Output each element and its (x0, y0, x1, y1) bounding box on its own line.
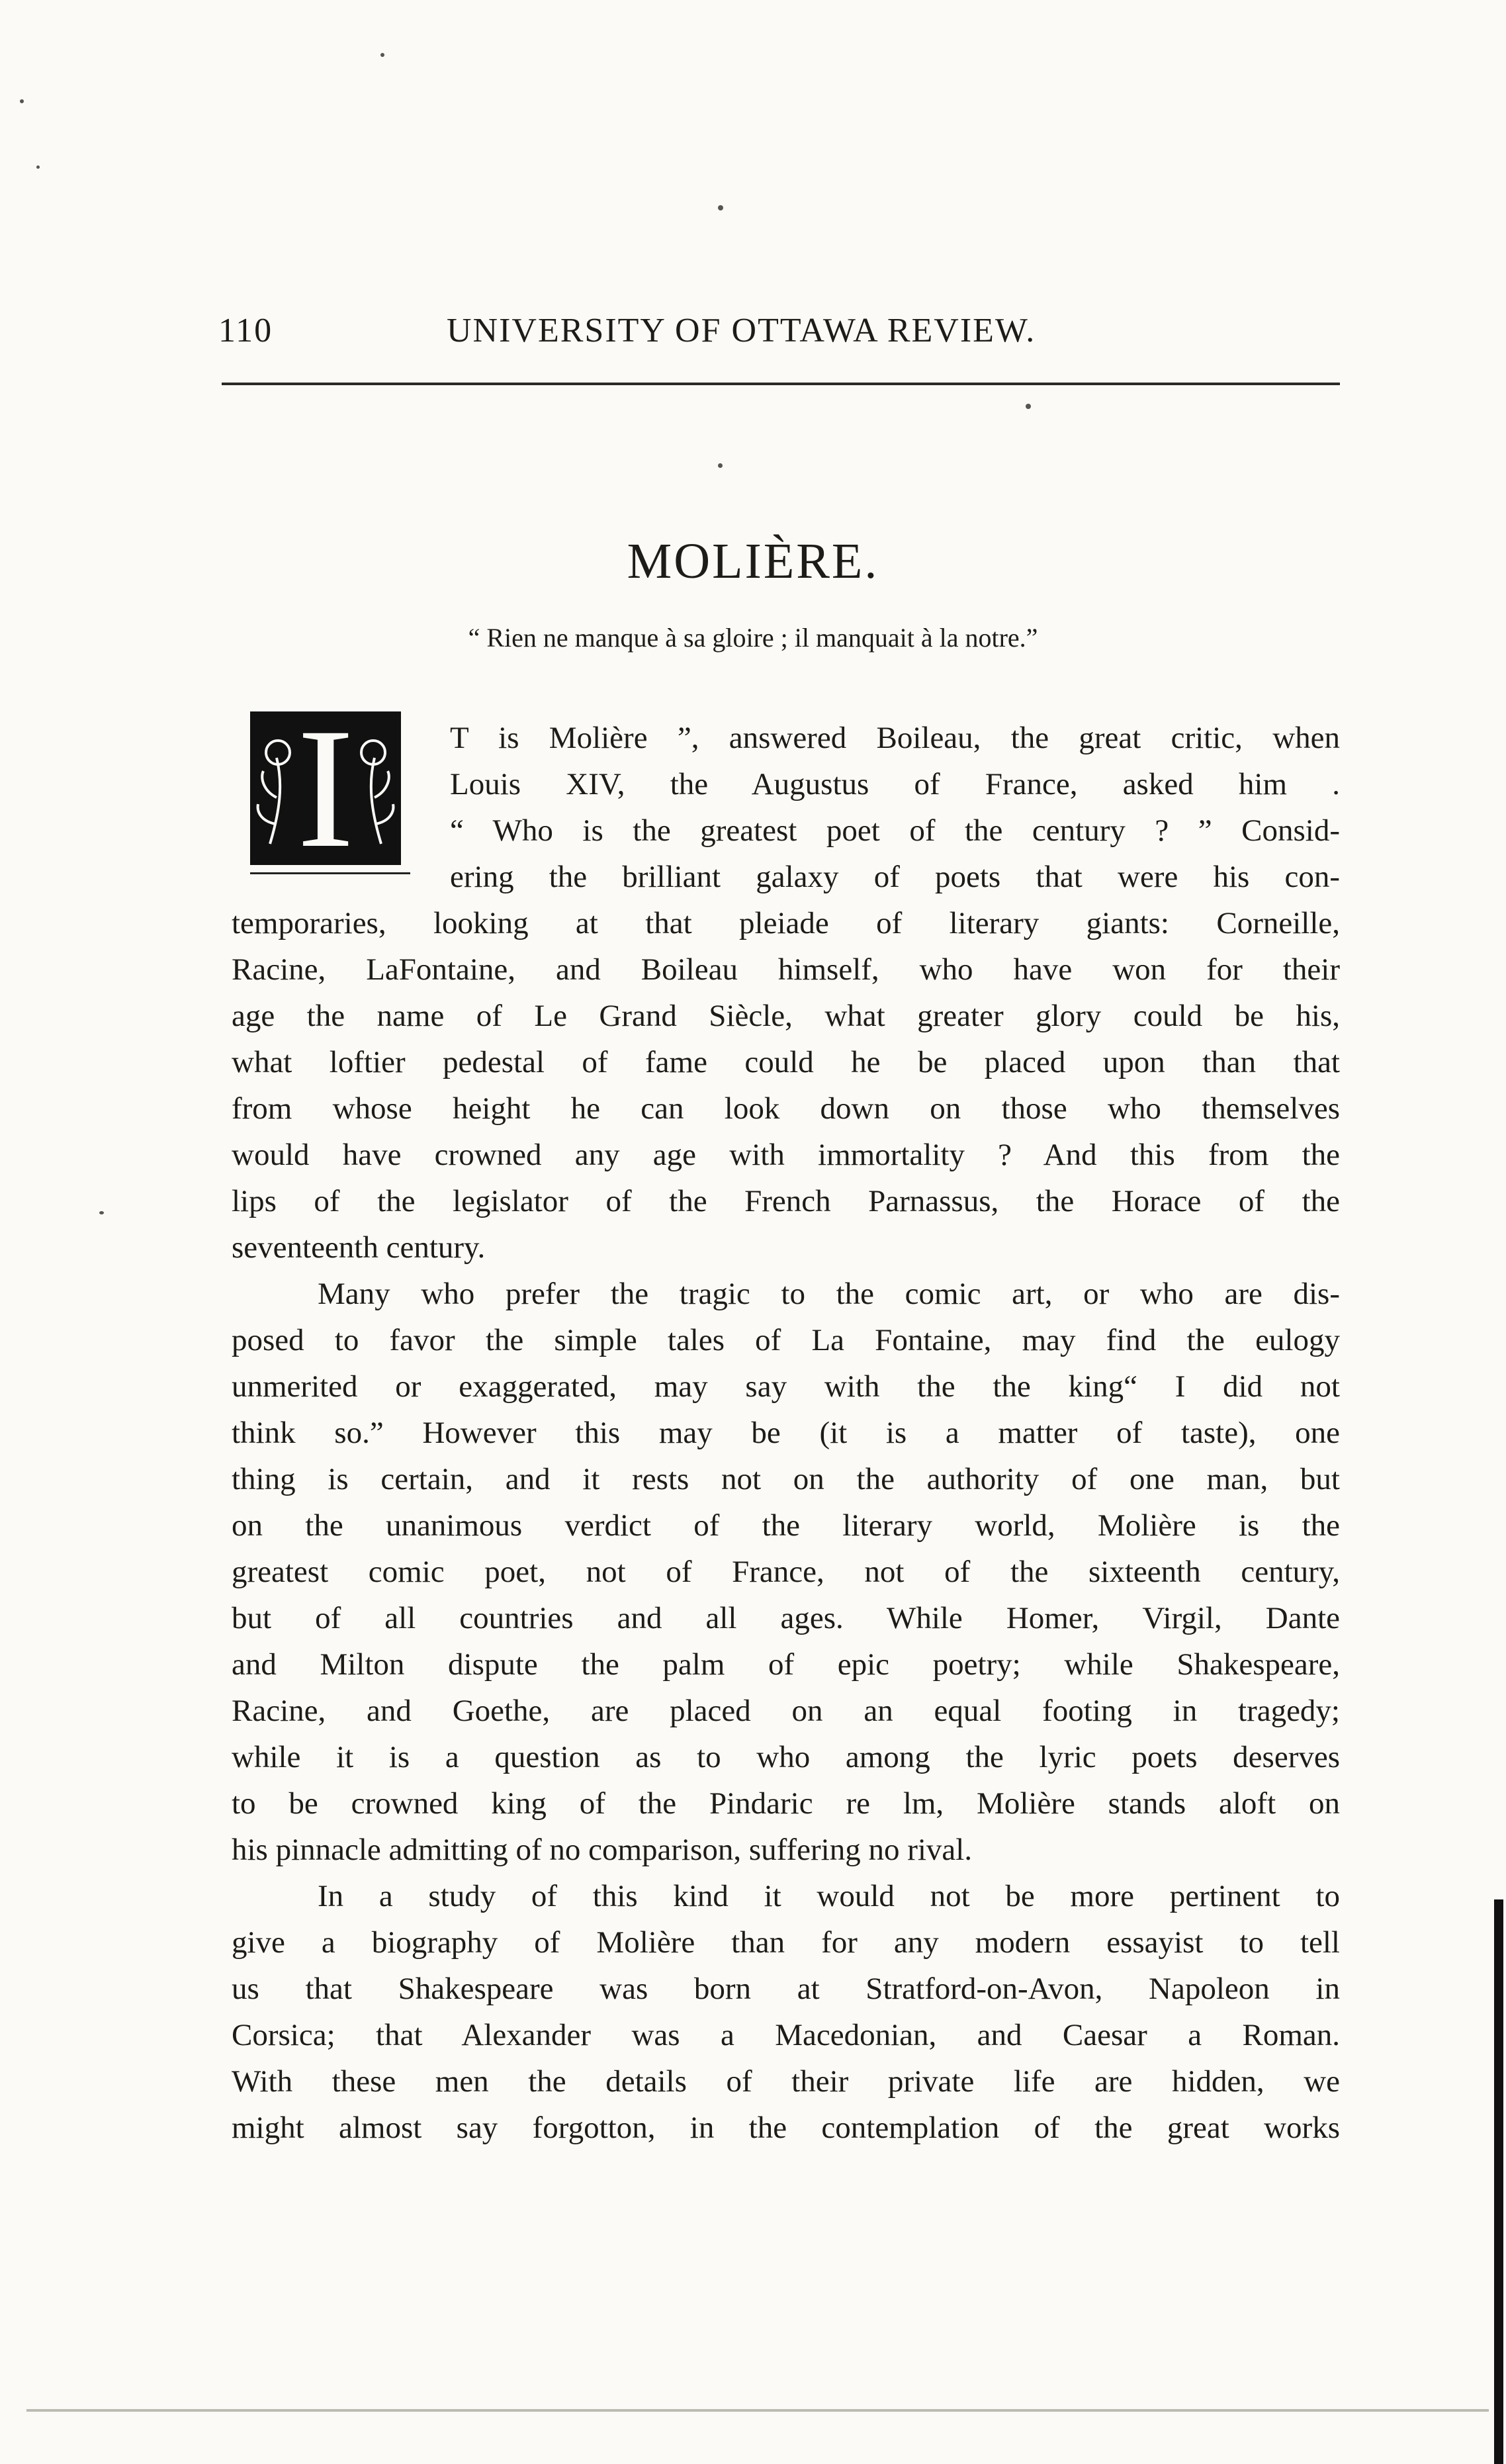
text-line: Corsica; that Alexander was a Macedonian, and Caesar a Roman. (232, 2018, 1340, 2052)
text-line: Racine, LaFontaine, and Boileau himself, who have won for their (232, 952, 1340, 987)
scan-speck (718, 463, 723, 468)
text-line: might almost say forgotton, in the contemplation of the great works (232, 2111, 1340, 2145)
scan-speck (99, 1211, 104, 1214)
text-line: temporaries, looking at that pleiade of literary giants: Corneille, (232, 906, 1340, 940)
page-number: 110 (218, 312, 273, 349)
text-line: With these men the details of their private life are hidden, we (232, 2064, 1340, 2099)
text-line: Louis XIV, the Augustus of France, asked him . (450, 767, 1340, 801)
running-head (218, 311, 1343, 357)
page-edge-shadow (1494, 1899, 1503, 2464)
journal-title: UNIVERSITY OF OTTAWA REVIEW. (447, 312, 1036, 349)
text-line: would have crowned any age with immortality ? And this from the (232, 1138, 1340, 1172)
text-line: think so.” However this may be (it is a matter of taste), one (232, 1416, 1340, 1450)
scan-speck (1026, 404, 1031, 409)
scan-speck (20, 99, 24, 103)
text-line: greatest comic poet, not of France, not of the sixteenth century, (232, 1555, 1340, 1589)
text-line: on the unanimous verdict of the literary world, Molière is the (232, 1508, 1340, 1543)
text-line: lips of the legislator of the French Parnassus, the Horace of the (232, 1184, 1340, 1218)
text-line: while it is a question as to who among the lyric poets deserves (232, 1740, 1340, 1774)
text-line: and Milton dispute the palm of epic poetry; while Shakespeare, (232, 1647, 1340, 1682)
text-line: In a study of this kind it would not be more pertinent to (318, 1879, 1340, 1913)
text-line: Racine, and Goethe, are placed on an equal footing in tragedy; (232, 1694, 1340, 1728)
text-line: give a biography of Molière than for any modern essayist to tell (232, 1925, 1340, 1960)
text-line: to be crowned king of the Pindaric re lm, Molière stands aloft on (232, 1786, 1340, 1821)
text-line: his pinnacle admitting of no comparison, suffering no rival. (232, 1833, 973, 1867)
drop-cap-rule (250, 872, 410, 874)
text-line: unmerited or exaggerated, may say with the the king“ I did not (232, 1369, 1340, 1404)
bottom-scan-noise (26, 2409, 1489, 2412)
article-title: MOLIÈRE. (627, 533, 879, 589)
text-line: “ Who is the greatest poet of the century ? ” Consid- (450, 813, 1340, 848)
text-line: what loftier pedestal of fame could he be placed upon than that (232, 1045, 1340, 1079)
drop-cap-letter: I (296, 711, 355, 865)
text-line: ering the brilliant galaxy of poets that were his con- (450, 860, 1340, 894)
text-line: Many who prefer the tragic to the comic art, or who are dis- (318, 1277, 1340, 1311)
text-line: posed to favor the simple tales of La Fontaine, may find the eulogy (232, 1323, 1340, 1357)
text-line: but of all countries and all ages. While Homer, Virgil, Dante (232, 1601, 1340, 1635)
drop-cap-ornament (250, 711, 401, 865)
scan-speck (718, 205, 723, 210)
text-line: seventeenth century. (232, 1230, 486, 1265)
epigraph: “ Rien ne manque à sa gloire ; il manquait à la notre.” (468, 623, 1038, 653)
scan-speck (36, 165, 40, 169)
scan-speck (380, 53, 384, 57)
text-line: age the name of Le Grand Siècle, what greater glory could be his, (232, 999, 1340, 1033)
text-line: thing is certain, and it rests not on the authority of one man, but (232, 1462, 1340, 1496)
text-line: us that Shakespeare was born at Stratford-on-Avon, Napoleon in (232, 1972, 1340, 2006)
header-rule (222, 383, 1340, 385)
text-line: from whose height he can look down on those who themselves (232, 1091, 1340, 1126)
text-line: T is Molière ”, answered Boileau, the great critic, when (450, 721, 1340, 755)
